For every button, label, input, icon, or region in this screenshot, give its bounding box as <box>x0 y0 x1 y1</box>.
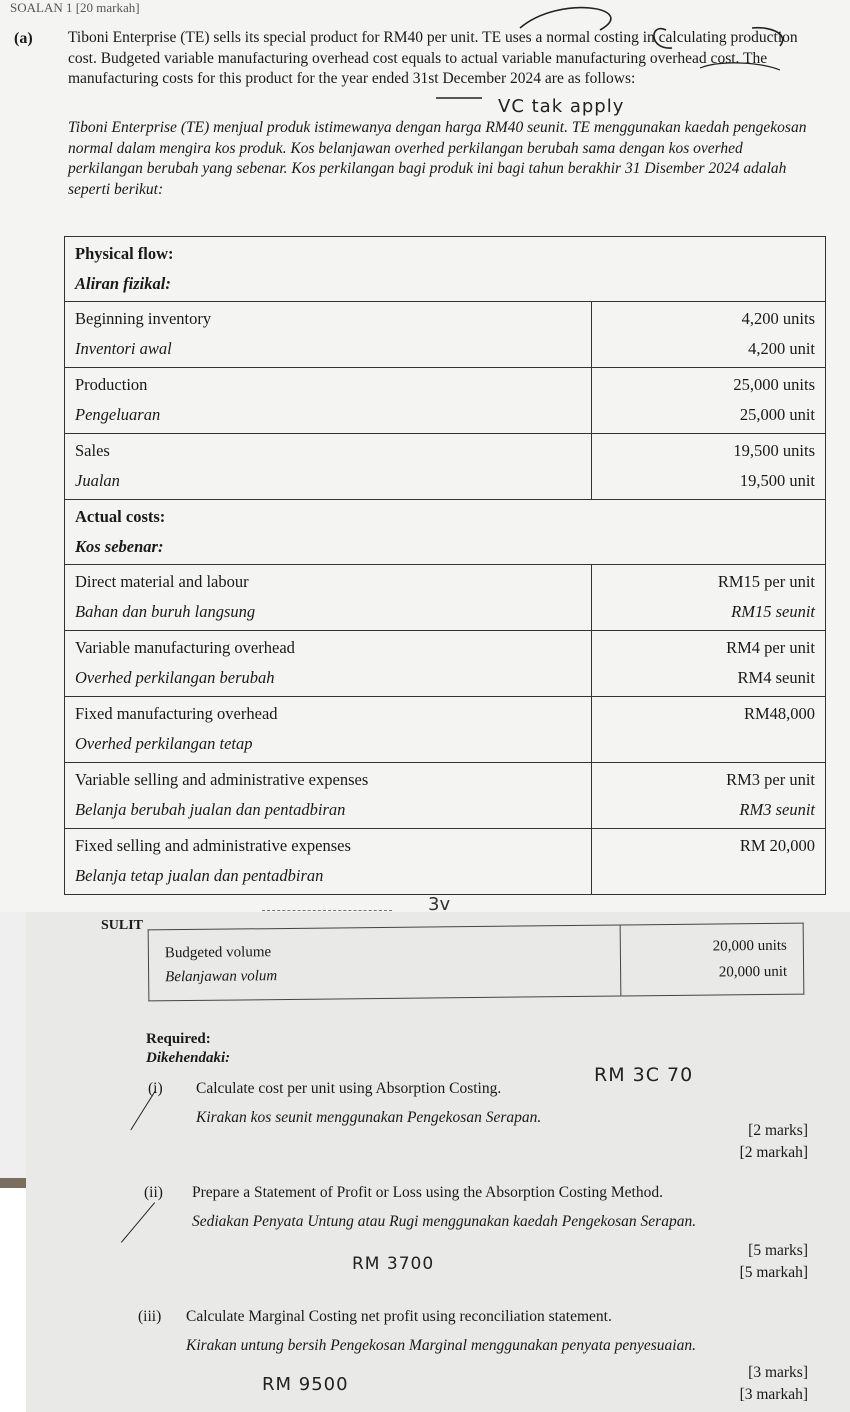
actual-costs-heading-row <box>65 500 826 565</box>
physical-flow-heading-row <box>65 237 826 302</box>
photo-edge-white <box>0 1188 26 1412</box>
dashed-line <box>262 910 392 911</box>
row-label-ms: Bahan dan buruh langsung <box>75 602 256 621</box>
handwritten-circle-annotation <box>0 0 850 120</box>
row-label-ms: Belanja berubah jualan dan pentadbiran <box>75 800 346 819</box>
table-row <box>65 829 826 895</box>
budget-value-ms: 20,000 unit <box>718 963 788 981</box>
row-label-en: Direct material and labour <box>75 572 249 591</box>
marks-iii <box>620 1362 808 1406</box>
row-label-ms: Inventori awal <box>75 339 172 358</box>
row-label-en: Fixed selling and administrative expenses <box>75 836 351 855</box>
question-ms: Kirakan untung bersih Pengekosan Marginal menggunakan penyata penyesuaian. <box>186 1337 696 1354</box>
budget-value-en: 20,000 units <box>712 937 787 955</box>
marks-i <box>620 1120 808 1164</box>
marks-ms: [5 markah] <box>739 1264 808 1281</box>
handwritten-answer-ii: RM 3700 <box>352 1254 435 1274</box>
row-label-ms: Overhed perkilangan tetap <box>75 734 253 753</box>
required-heading <box>146 1030 230 1068</box>
row-value-en: 19,500 units <box>733 441 815 460</box>
actual-costs-heading-en: Actual costs: <box>75 507 166 526</box>
question-label: (a) <box>14 30 33 47</box>
row-label-en: Beginning inventory <box>75 309 212 328</box>
row-value-ms: RM4 seunit <box>737 668 815 687</box>
question-ms: Sediakan Penyata Untung atau Rugi menggunakan kaedah Pengekosan Serapan. <box>192 1213 697 1230</box>
marks-ms: [2 markah] <box>739 1144 808 1161</box>
question-en: Calculate cost per unit using Absorption Costing. <box>196 1080 502 1097</box>
row-value-en: RM15 per unit <box>717 572 815 591</box>
row-value-ms: RM15 seunit <box>731 602 815 621</box>
marks-en: [2 marks] <box>748 1122 808 1139</box>
marks-en: [3 marks] <box>748 1364 808 1381</box>
row-label-ms: Overhed perkilangan berubah <box>75 668 275 687</box>
table-row <box>65 302 826 368</box>
row-label-en: Variable manufacturing overhead <box>75 638 295 657</box>
handwritten-answer-i: RM 3C 70 <box>594 1064 694 1086</box>
page-top-text: SOALAN 1 [20 markah] <box>10 0 140 15</box>
table-row <box>148 923 804 1001</box>
handwritten-3v: 3v <box>428 894 451 915</box>
table-row <box>65 368 826 434</box>
question-number: (ii) <box>144 1184 163 1201</box>
intro-malay: Tiboni Enterprise (TE) menjual produk istimewanya dengan harga RM40 seunit. TE menggunakan kaedah pengekosan normal dalam mengira kos produk. Kos belanjawan overhed perkilangan berubah sama dengan kos overhed perkilangan berubah yang sebenar. Kos perkilangan bagi produk ini bagi tahun berakhir 31 Disember 2024 adalah seperti berikut: <box>68 119 807 198</box>
question-number: (i) <box>148 1080 163 1097</box>
physical-flow-heading-ms: Aliran fizikal: <box>75 274 171 293</box>
cost-data-table <box>64 236 826 895</box>
row-value-en: RM4 per unit <box>726 638 815 657</box>
actual-costs-heading-ms: Kos sebenar: <box>75 537 164 556</box>
required-ms: Dikehendaki: <box>146 1050 231 1066</box>
budget-label-en: Budgeted volume <box>164 944 272 962</box>
handwritten-note-top: VC tak apply <box>498 96 625 117</box>
marks-ms: [3 markah] <box>739 1386 808 1403</box>
question-ii <box>144 1178 697 1236</box>
row-label-ms: Belanja tetap jualan dan pentadbiran <box>75 866 324 885</box>
row-value-en: RM 20,000 <box>739 836 815 855</box>
table-row <box>65 697 826 763</box>
intro-english: Tiboni Enterprise (TE) sells its special product for RM40 per unit. TE uses a normal costing in calculating production cost. Budgeted variable manufacturing overhead cost equals to actual variable manufacturing overhead cost. The manufacturing costs for this product for the year ended 31st December 2024 are as follows: <box>68 29 798 87</box>
row-value-en: 25,000 units <box>733 375 815 394</box>
row-value-ms: 25,000 unit <box>739 405 815 424</box>
question-iii <box>138 1302 696 1360</box>
table-row <box>65 565 826 631</box>
physical-flow-heading-en: Physical flow: <box>75 244 174 263</box>
row-value-ms: RM3 seunit <box>739 800 815 819</box>
row-value-en: 4,200 units <box>741 309 815 328</box>
marks-ii <box>620 1240 808 1284</box>
question-en: Prepare a Statement of Profit or Loss using the Absorption Costing Method. <box>192 1184 663 1201</box>
question-en: Calculate Marginal Costing net profit using reconciliation statement. <box>186 1308 612 1325</box>
row-label-en: Fixed manufacturing overhead <box>75 704 278 723</box>
table-row <box>65 763 826 829</box>
marks-en: [5 marks] <box>748 1242 808 1259</box>
budget-volume-table <box>148 923 805 1002</box>
sulit-label: SULIT <box>101 918 144 933</box>
row-value-en: RM48,000 <box>743 704 815 723</box>
row-label-ms: Pengeluaran <box>75 405 161 424</box>
row-label-en: Sales <box>75 441 110 460</box>
row-label-en: Production <box>75 375 148 394</box>
budget-label-ms: Belanjawan volum <box>165 968 278 986</box>
row-value-ms: 19,500 unit <box>739 471 815 490</box>
table-row <box>65 434 826 500</box>
row-label-en: Variable selling and administrative expenses <box>75 770 369 789</box>
question-i <box>148 1074 542 1132</box>
row-value-ms: 4,200 unit <box>748 339 815 358</box>
row-value-en: RM3 per unit <box>726 770 815 789</box>
question-number: (iii) <box>138 1308 162 1325</box>
table-row <box>65 631 826 697</box>
row-label-ms: Jualan <box>75 471 120 490</box>
required-en: Required: <box>146 1031 211 1047</box>
handwritten-answer-iii: RM 9500 <box>262 1374 349 1395</box>
question-ms: Kirakan kos seunit menggunakan Pengekosan Serapan. <box>196 1109 542 1126</box>
